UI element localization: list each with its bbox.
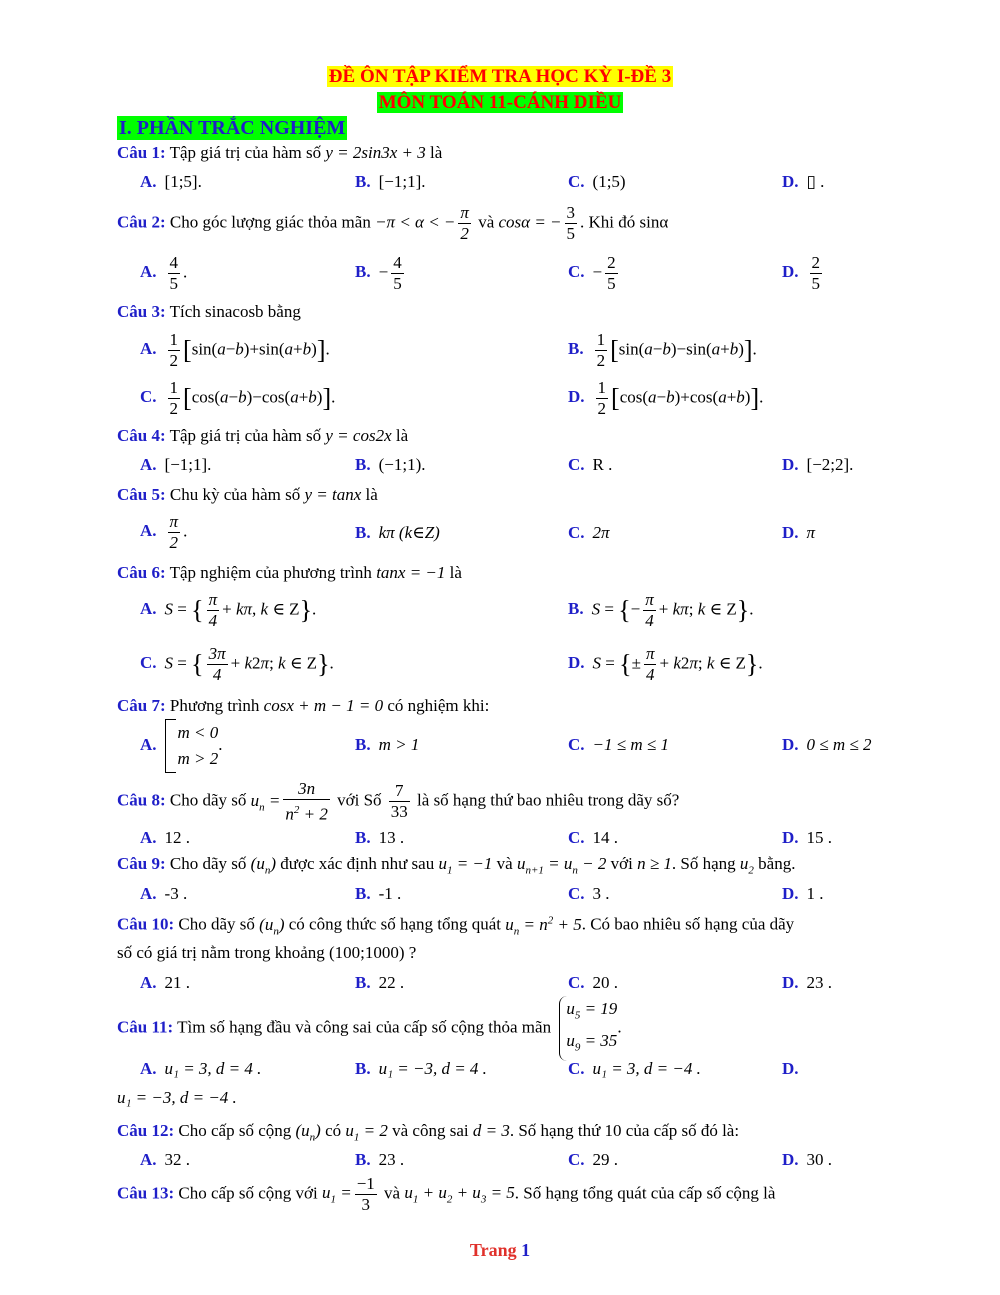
q6-option-d: D. S = {± $\frac{\pi}{4}$ + k2π; k ∈ Z}. [568,644,763,684]
question-2: Câu 2: Cho góc lượng giác thỏa mãn −π < α < − $\frac{\pi}{2}$ và cosα = − $\frac{3}{5}$ . Khi đó sinα [117,203,669,243]
q3-option-c: C. $\frac{1}{2}$ [cos(a−b)−cos(a+b)]. [140,378,336,418]
q11-option-b: B. u₁ = −3, d = 4 . [355,1059,487,1078]
question-10-line2: số có giá trị nằm trong khoảng (100;1000) ? [117,943,417,962]
q10-option-d: D. 23 . [782,973,833,992]
page-footer: Trang 1 [469,1240,531,1260]
q2-option-c: C. − $\frac{2}{5}$ [568,253,616,293]
q6-option-b: B. S = {− $\frac{\pi}{4}$ + kπ; k ∈ Z}. [568,590,754,630]
q12-option-a: A. 32 . [140,1150,191,1169]
question-7: Câu 7: Phương trình cosx + m − 1 = 0 có nghiệm khi: [117,696,490,715]
question-10: Câu 10: Cho dãy số $(u_n)$ có công thức số hạng tổng quát $u_n = n^2 + 5$. Có bao nhiêu số hạng của dãy [117,914,795,938]
question-5: Câu 5: Chu kỳ của hàm số y = tanx là [117,485,378,504]
q7-option-a: A.m < 0 m > 2. [140,719,223,773]
q11-option-d-value: u₁ = −3, d = −4 . [117,1088,237,1107]
question-9: Câu 9: Cho dãy số $(u_n)$ được xác định như sau $u_1 = -1$ và $u_{n+1} = u_n - 2$ với n ≥ 1. Số hạng $u_2$ bằng. [117,854,796,877]
q9-option-a: A. -3 . [140,884,188,903]
q9-option-d: D. 1 . [782,884,824,903]
q10-option-c: C. 20 . [568,973,619,992]
q2-option-b: B. − $\frac{4}{5}$ [355,253,402,293]
question-13: Câu 13: Cho cấp số cộng với $u_1$ = $\frac{-1}{3}$ và $u_1 + u_2 + u_3 = 5$. Số hạng tổng quát của cấp số cộng là [117,1174,776,1214]
q1-option-a: A. [1;5]. [140,172,202,191]
q4-option-a: A. [−1;1]. [140,455,212,474]
q6-option-a: A. S = { $\frac{\pi}{4}$ + kπ, k ∈ Z}. [140,590,317,630]
q7-option-c: C. −1 ≤ m ≤ 1 [568,735,669,754]
q2-option-a: A. $\frac{4}{5}$ . [140,253,188,293]
question-6: Câu 6: Tập nghiệm của phương trình tanx = −1 là [117,563,462,582]
q8-option-b: B. 13 . [355,828,405,847]
q11-option-a: A. u₁ = 3, d = 4 . [140,1059,262,1078]
q3-option-b: B. $\frac{1}{2}$ [sin(a−b)−sin(a+b)]. [568,330,757,370]
q9-option-b: B. -1 . [355,884,402,903]
question-4: Câu 4: Tập giá trị của hàm số y = cos2x là [117,426,409,445]
exam-subject: MÔN TOÁN 11-CÁNH DIỀU [378,92,622,113]
question-8: Câu 8: Cho dãy số $u_n$ = $\frac{3n}{n^2 + 2}$ với Số $\frac{7}{33}$ là số hạng thứ bao nhiêu trong dãy số? [117,779,680,824]
q9-option-c: C. 3 . [568,884,610,903]
q8-option-a: A. 12 . [140,828,191,847]
q2-option-d: D. $\frac{2}{5}$ [782,253,821,293]
q8-option-d: D. 15 . [782,828,833,847]
question-11: Câu 11: Tìm số hạng đầu và công sai của cấp số cộng thỏa mãn $u_5 = 19$ $u_9 = 35$. [117,996,622,1061]
q4-option-b: B. (−1;1). [355,455,426,474]
q11-option-c: C. u₁ = 3, d = −4 . [568,1059,701,1078]
q5-option-d: D. π [782,523,816,542]
q12-option-d: D. 30 . [782,1150,833,1169]
page-number: 1 [521,1240,531,1260]
q8-option-c: C. 14 . [568,828,619,847]
q4-option-d: D. [−2;2]. [782,455,854,474]
q3-option-a: A. $\frac{1}{2}$ [sin(a−b)+sin(a+b)]. [140,330,330,370]
q1-option-b: B. [−1;1]. [355,172,426,191]
q1-option-c: C. (1;5) [568,172,626,191]
q10-option-b: B. 22 . [355,973,405,992]
q3-option-d: D. $\frac{1}{2}$ [cos(a−b)+cos(a+b)]. [568,378,764,418]
question-3: Câu 3: Tích sinacosb bằng [117,302,301,321]
q10-option-a: A. 21 . [140,973,191,992]
q11-option-d: D. [782,1059,799,1078]
q4-option-c: C. R . [568,455,613,474]
section-heading: I. PHẦN TRẮC NGHIỆM [119,117,346,139]
question-1: Câu 1: Tập giá trị của hàm số y = 2sin3x + 3 là [117,143,443,162]
q7-option-d: D. 0 ≤ m ≤ 2 [782,735,872,754]
question-12: Câu 12: Cho cấp số cộng $(u_n)$ có $u_1 = 2$ và công sai d = 3. Số hạng thứ 10 của cấp số đó là: [117,1121,740,1144]
q12-option-c: C. 29 . [568,1150,619,1169]
q12-option-b: B. 23 . [355,1150,405,1169]
q5-option-c: C. 2π [568,523,610,542]
q5-option-a: A. $\frac{\pi}{2}$ . [140,512,188,552]
q1-option-d: D. ▯ . [782,172,825,191]
q5-option-b: B. kπ (k∈Z) [355,523,440,542]
exam-title: ĐỀ ÔN TẬP KIỂM TRA HỌC KỲ I-ĐỀ 3 [328,66,672,87]
q6-option-c: C. S = { $\frac{3\pi}{4}$ + k2π; k ∈ Z}. [140,644,334,684]
q7-option-b: B. m > 1 [355,735,420,754]
